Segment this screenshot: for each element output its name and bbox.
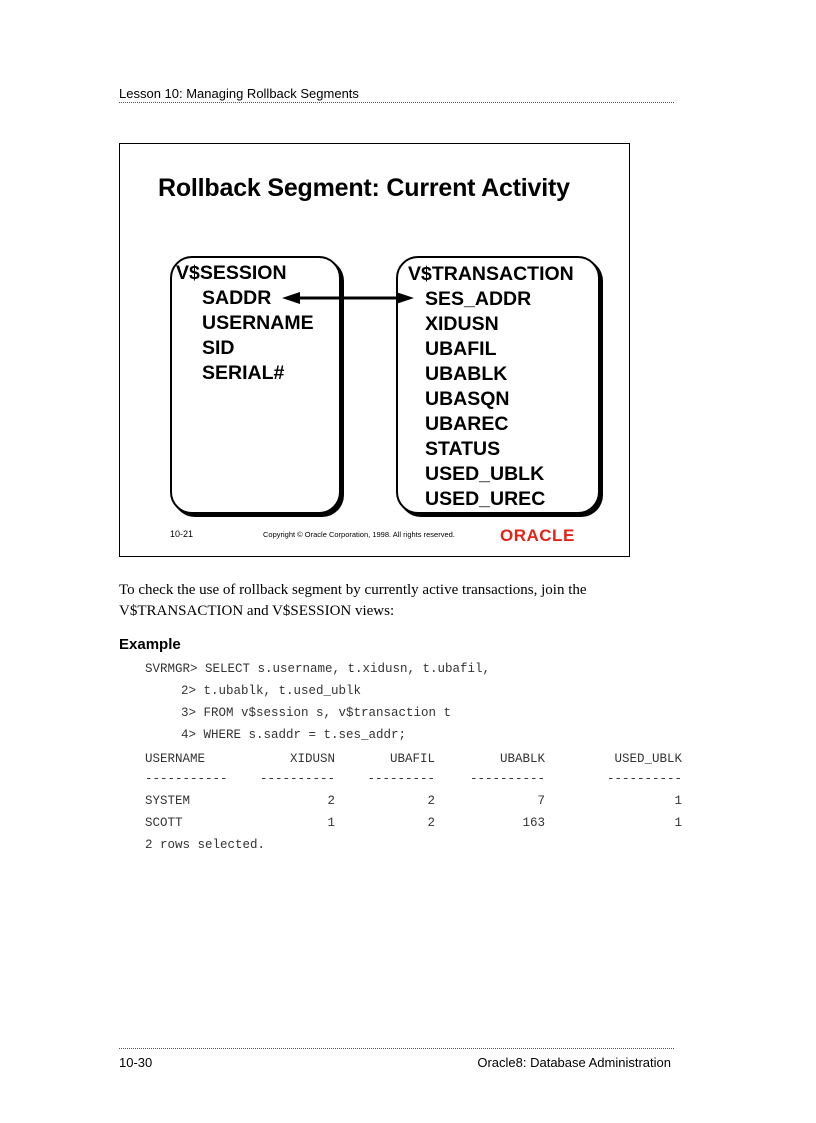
- column-separator: ----------: [469, 772, 545, 786]
- cell-xidusn: 1: [327, 816, 335, 830]
- table-header-row: [145, 752, 685, 770]
- v-transaction-title: V$TRANSACTION: [408, 263, 574, 285]
- oracle-logo: ORACLE: [500, 526, 575, 545]
- v-transaction-field: UBABLK: [425, 363, 508, 385]
- slide-title: Rollback Segment: Current Activity: [158, 174, 570, 202]
- table-row: [145, 794, 685, 812]
- v-session-field: USERNAME: [202, 312, 314, 334]
- cell-ubablk: 163: [522, 816, 545, 830]
- table-separator-row: [145, 772, 685, 790]
- cell-username: SYSTEM: [145, 794, 191, 808]
- v-session-title: V$SESSION: [176, 262, 287, 284]
- v-transaction-field: USED_UBLK: [425, 463, 545, 485]
- v-transaction-field: STATUS: [425, 438, 501, 460]
- code-line: 2> t.ubablk, t.used_ublk: [181, 684, 362, 698]
- column-header: UBABLK: [499, 752, 545, 766]
- cell-xidusn: 2: [327, 794, 335, 808]
- cell-ubablk: 7: [537, 794, 545, 808]
- column-header: USED_UBLK: [614, 752, 682, 766]
- running-header: Lesson 10: Managing Rollback Segments: [119, 86, 359, 101]
- v-transaction-field: XIDUSN: [425, 313, 499, 335]
- rows-selected-summary: 2 rows selected.: [145, 838, 266, 852]
- column-separator: ---------: [367, 772, 435, 786]
- v-transaction-field: UBAREC: [425, 413, 509, 435]
- v-session-field: SID: [202, 337, 235, 359]
- cell-used-ublk: 1: [674, 816, 682, 830]
- slide-figure: [119, 143, 630, 557]
- sql-code-block: [145, 662, 491, 742]
- slide-footer: [170, 527, 600, 547]
- table-row: [145, 816, 685, 834]
- table-summary-row: [145, 838, 685, 856]
- column-separator: -----------: [145, 772, 228, 786]
- v-transaction-field: SES_ADDR: [425, 288, 532, 310]
- code-line: 4> WHERE s.saddr = t.ses_addr;: [181, 728, 407, 742]
- cell-username: SCOTT: [145, 816, 183, 830]
- body-paragraph: To check the use of rollback segment by currently active transactions, join the V$TRANSACTION and V$SESSION views:: [119, 582, 587, 619]
- column-separator: ----------: [259, 772, 335, 786]
- example-heading: Example: [119, 636, 181, 653]
- cell-ubafil: 2: [427, 794, 435, 808]
- v-transaction-field: UBAFIL: [425, 338, 497, 360]
- slide-number: 10-21: [170, 529, 194, 539]
- column-header: USERNAME: [145, 752, 206, 766]
- slide-copyright: Copyright © Oracle Corporation, 1998. All rights reserved.: [263, 530, 455, 539]
- column-separator: ----------: [606, 772, 682, 786]
- v-transaction-field: USED_UREC: [425, 488, 546, 510]
- footer-rule: [119, 1048, 674, 1049]
- column-header: XIDUSN: [289, 752, 335, 766]
- v-transaction-field: UBASQN: [425, 388, 510, 410]
- join-arrow-icon: [120, 144, 629, 556]
- page-number: 10-30: [119, 1055, 153, 1070]
- code-line: 3> FROM v$session s, v$transaction t: [181, 706, 452, 720]
- v-session-field: SADDR: [202, 287, 272, 309]
- cell-used-ublk: 1: [674, 794, 682, 808]
- v-session-field: SERIAL#: [202, 362, 285, 384]
- cell-ubafil: 2: [427, 816, 435, 830]
- book-title: Oracle8: Database Administration: [477, 1055, 671, 1070]
- column-header: UBAFIL: [389, 752, 435, 766]
- code-line: SVRMGR> SELECT s.username, t.xidusn, t.ubafil,: [145, 662, 491, 676]
- header-rule: [119, 102, 674, 103]
